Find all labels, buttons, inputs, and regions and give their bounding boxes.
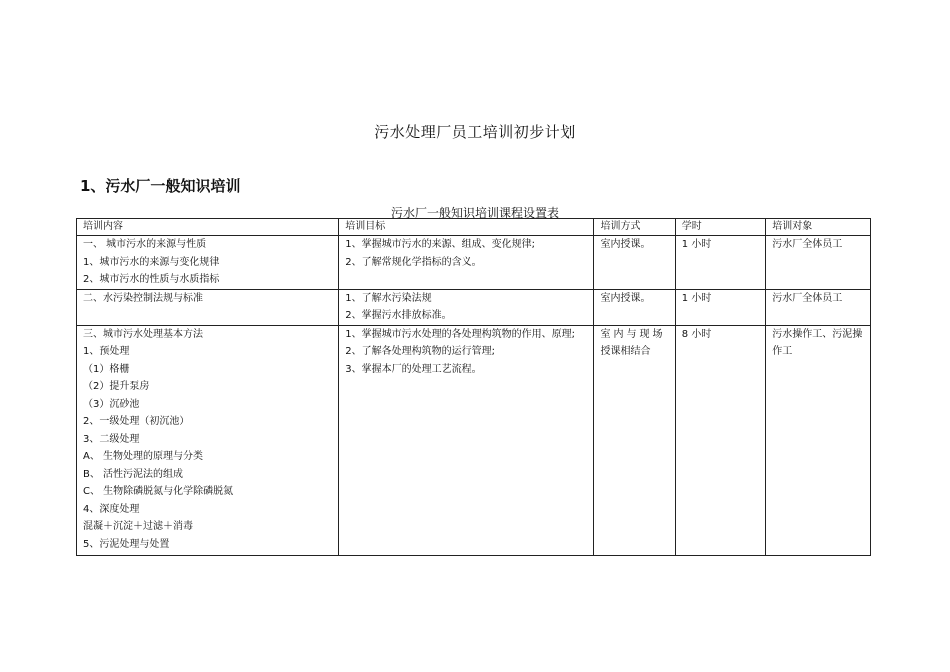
header-training-goal: 培训目标	[339, 219, 594, 236]
cell-content	[77, 289, 339, 325]
content-line: 2、城市污水的性质与水质指标	[83, 274, 220, 285]
cell-target	[766, 289, 871, 325]
cell-target	[766, 236, 871, 290]
content-line: 5、污泥处理与处置	[83, 538, 170, 550]
cell-goals	[339, 236, 594, 290]
goal-line: 1、了解水污染法规	[345, 292, 432, 304]
goal-line: 1、掌握城市污水处理的各处理构筑物的作用、原理;	[345, 328, 576, 340]
content-line: C、 生物除磷脱氮与化学除磷脱氮	[83, 486, 234, 497]
method-line: 室内授课。	[600, 292, 651, 304]
section-heading: 1、污水厂一般知识培训	[80, 177, 241, 195]
content-line: 二、水污染控制法规与标准	[83, 292, 203, 304]
goal-line: 3、掌握本厂的处理工艺流程。	[345, 363, 482, 375]
table-header-row	[77, 219, 871, 236]
cell-goals	[339, 289, 594, 325]
table-caption: 污水厂一般知识培训课程设置表	[390, 206, 559, 220]
content-line: （3）沉砂池	[83, 398, 140, 410]
goal-line: 2、掌握污水排放标准。	[345, 310, 452, 321]
content-line: 1、城市污水的来源与变化规律	[83, 256, 220, 268]
cell-method	[594, 236, 675, 290]
method-line: 室内授课。	[600, 239, 651, 250]
header-training-method: 培训方式	[594, 219, 675, 236]
method-line: 授课相结合	[600, 346, 651, 357]
document-title: 污水处理厂员工培训初步计划	[374, 123, 576, 141]
content-line: 2、一级处理（初沉池）	[83, 416, 190, 427]
header-training-content: 培训内容	[77, 219, 339, 236]
cell-content	[77, 236, 339, 290]
content-line: 三、城市污水处理基本方法	[83, 328, 203, 340]
content-line: （2）提升泵房	[83, 381, 150, 392]
content-line: （1）格栅	[83, 363, 130, 375]
cell-content	[77, 325, 339, 555]
goal-line: 2、了解各处理构筑物的运行管理;	[345, 346, 496, 357]
content-line: 一、 城市污水的来源与性质	[83, 239, 207, 250]
target-line: 污水操作工、污泥操作工	[772, 328, 863, 357]
goal-line: 1、掌握城市污水的来源、组成、变化规律;	[345, 239, 536, 250]
header-hours: 学时	[675, 219, 765, 236]
content-line: 4、深度处理	[83, 503, 140, 515]
cell-hours: 1 小时	[675, 236, 765, 290]
cell-method	[594, 325, 675, 555]
header-target-audience: 培训对象	[766, 219, 871, 236]
target-line: 污水厂全体员工	[772, 239, 843, 250]
cell-hours: 8 小时	[675, 325, 765, 555]
method-line: 室内与现场	[600, 328, 666, 340]
content-line: 混凝＋沉淀＋过滤＋消毒	[83, 521, 193, 532]
cell-target	[766, 325, 871, 555]
cell-hours: 1 小时	[675, 289, 765, 325]
content-line: B、 活性污泥法的组成	[83, 468, 184, 480]
goal-line: 2、了解常规化学指标的含义。	[345, 256, 482, 268]
cell-goals	[339, 325, 594, 555]
content-line: 3、二级处理	[83, 433, 140, 445]
content-line: 1、预处理	[83, 346, 130, 357]
target-line: 污水厂全体员工	[772, 292, 843, 304]
table-row	[77, 289, 871, 325]
table-row	[77, 325, 871, 555]
course-table	[76, 218, 871, 556]
content-line: A、 生物处理的原理与分类	[83, 451, 204, 462]
cell-method	[594, 289, 675, 325]
table-row	[77, 236, 871, 290]
